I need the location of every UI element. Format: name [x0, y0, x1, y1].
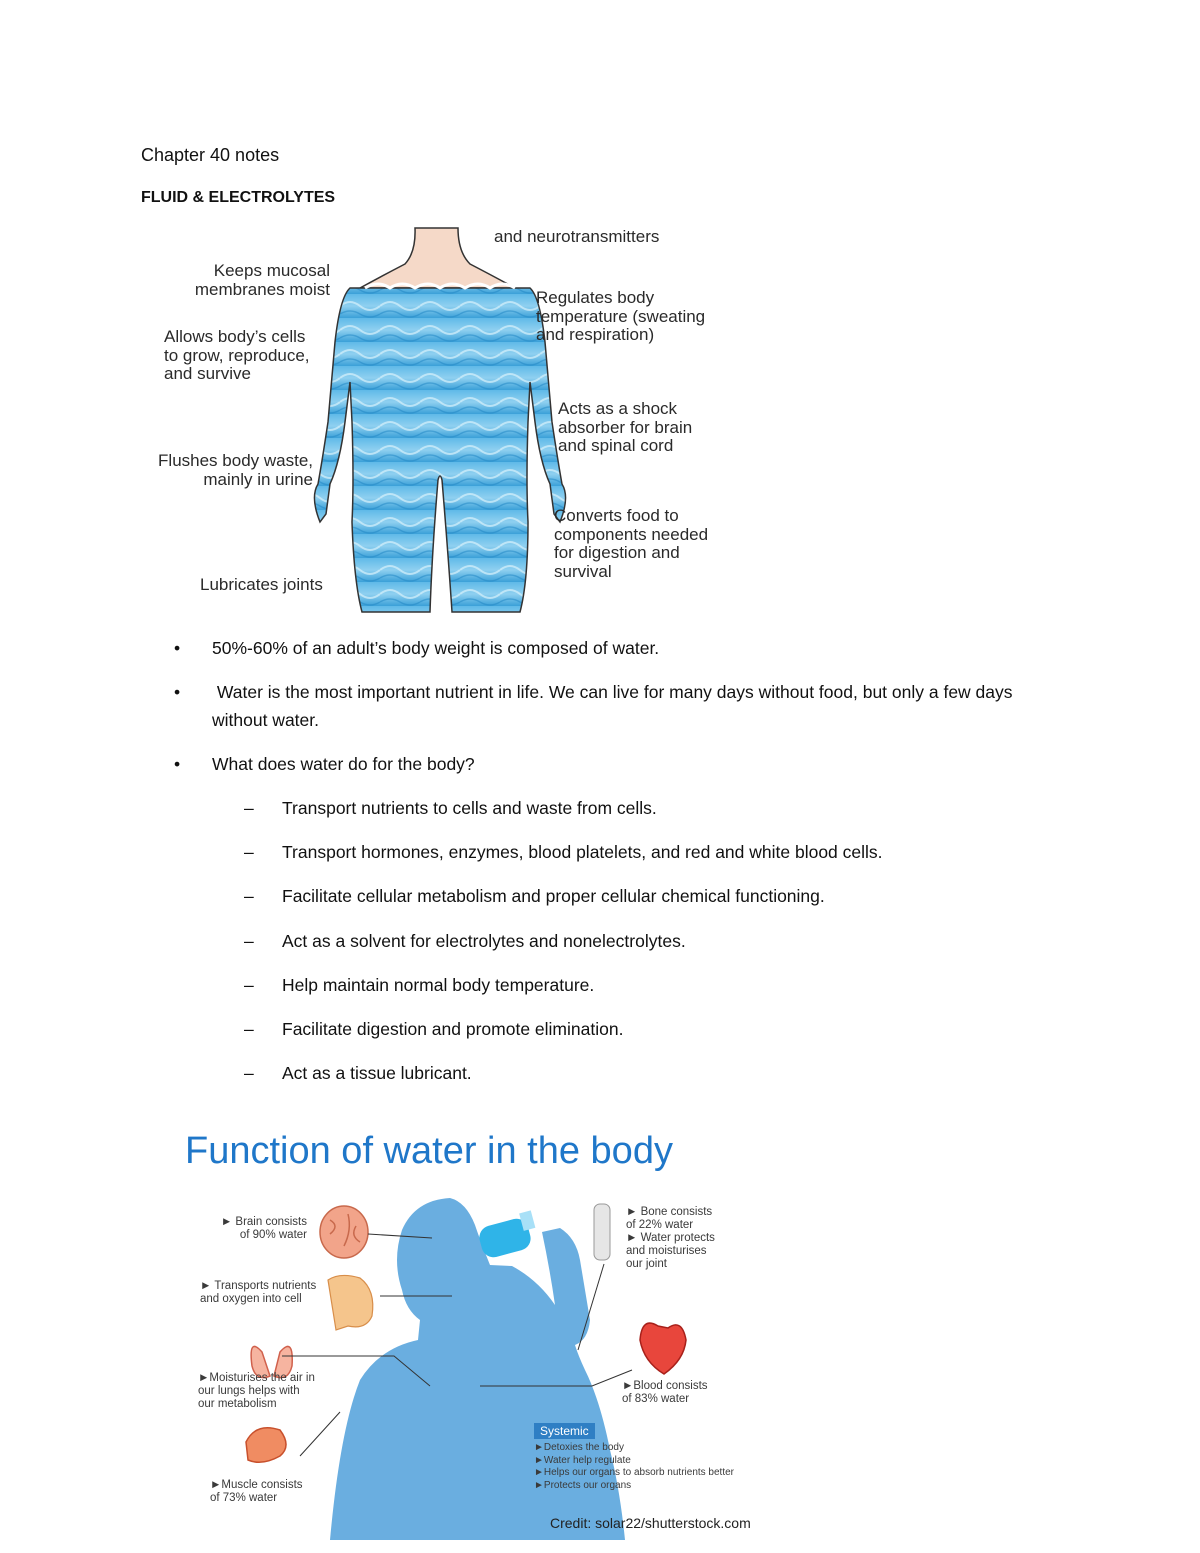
sub-dash: –: [244, 842, 254, 863]
sub-item: [244, 1059, 1094, 1087]
sub-text: Transport nutrients to cells and waste from cells.: [282, 798, 657, 818]
bullet-dot: •: [174, 682, 181, 702]
sub-text: Help maintain normal body temperature.: [282, 974, 595, 995]
sub-dash: –: [244, 1063, 254, 1084]
water-body-figure: [140, 222, 740, 614]
bullet-item: [170, 634, 1070, 662]
systemic-list: ►Detoxies the body ►Water help regulate ►Helps our organs to absorb nutrients better ►Protects our organs: [534, 1442, 735, 1491]
function-of-water-figure: [180, 1130, 780, 1540]
label-food: Converts food to components needed for digestion and survival: [554, 506, 709, 581]
label-shock: Acts as a shock absorber for brain and spinal cord: [558, 399, 693, 455]
sub-text: Act as a solvent for electrolytes and nonelectrolytes.: [282, 930, 686, 951]
bullet-dot: •: [174, 754, 181, 774]
section-heading: FLUID & ELECTROLYTES: [141, 189, 336, 206]
bullet-text: Water is the most important nutrient in life. We can live for many days without food, but only a few days without water.: [212, 682, 1018, 730]
label-temperature: Regulates body temperature (sweating and respiration): [536, 288, 706, 344]
sub-dash: –: [244, 1018, 254, 1039]
sub-item: [244, 882, 1094, 910]
label-bone: ► Bone consists of 22% water ► Water protects and moisturises our joint: [626, 1206, 715, 1270]
sub-text: Facilitate digestion and promote elimination.: [282, 1018, 624, 1039]
bullet-item: [170, 750, 1070, 778]
sub-text: Act as a tissue lubricant.: [282, 1063, 472, 1084]
label-blood: ►Blood consists of 83% water: [622, 1380, 708, 1405]
sub-item: [244, 927, 1094, 955]
label-neurotransmitters: and neurotransmitters: [494, 227, 660, 246]
bullet-text: 50%-60% of an adult’s body weight is composed of water.: [212, 638, 660, 658]
sub-dash: –: [244, 974, 254, 995]
document-title: Chapter 40 notes: [141, 145, 280, 165]
sub-item: [244, 971, 1094, 999]
bullet-item: [170, 678, 1070, 734]
sub-list: [244, 794, 1094, 1103]
sub-item: [244, 794, 1094, 822]
bullet-list: [170, 634, 1070, 794]
sub-text: Transport hormones, enzymes, blood platelets, and red and white blood cells.: [282, 842, 883, 863]
image-credit: Credit: solar22/shutterstock.com: [550, 1515, 751, 1531]
bullet-dot: •: [174, 638, 181, 658]
label-waste: Flushes body waste, mainly in urine: [158, 451, 313, 489]
label-lungs: ►Moisturises the air in our lungs helps with our metabolism: [198, 1372, 315, 1410]
label-nutrients: ► Transports nutrients and oxygen into cell: [200, 1280, 317, 1305]
sub-dash: –: [244, 930, 254, 951]
bullet-text: What does water do for the body?: [212, 754, 475, 774]
sub-text: Facilitate cellular metabolism and proper cellular chemical functioning.: [282, 886, 825, 907]
figure-title: Function of water in the body: [185, 1130, 673, 1172]
label-cells: Allows body’s cells to grow, reproduce, and survive: [164, 327, 310, 383]
label-brain: ► Brain consists of 90% water: [220, 1216, 307, 1241]
sub-dash: –: [244, 798, 254, 818]
sub-item: [244, 1015, 1094, 1043]
label-muscle: ►Muscle consists of 73% water: [210, 1479, 303, 1504]
sub-dash: –: [244, 886, 254, 907]
systemic-badge: Systemic: [534, 1423, 595, 1439]
sub-item: [244, 838, 1094, 866]
label-joints: Lubricates joints: [200, 575, 323, 594]
label-mucosal: Keeps mucosal membranes moist: [194, 261, 330, 299]
